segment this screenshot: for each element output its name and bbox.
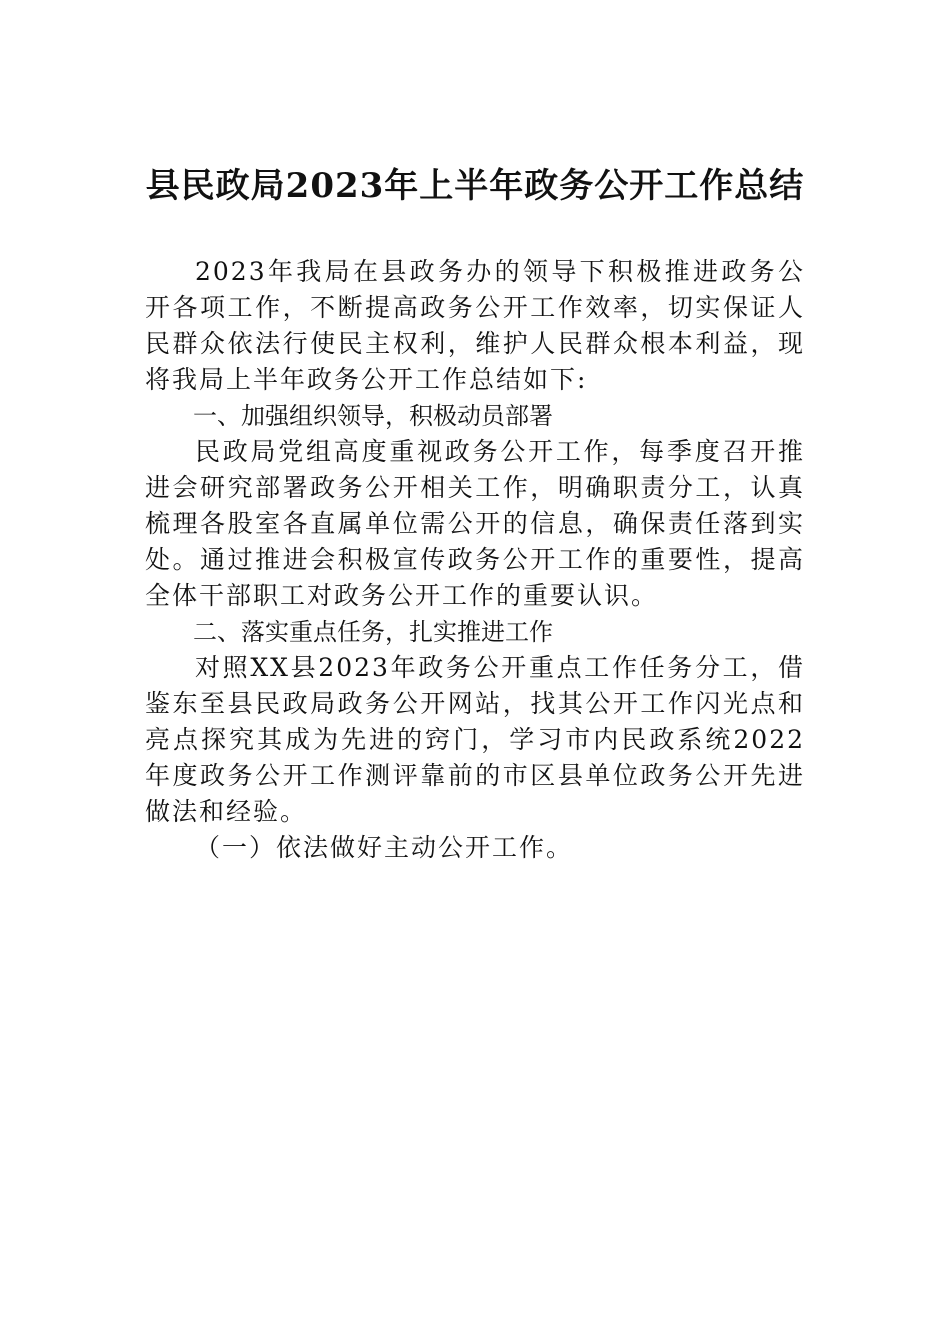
section-1-heading: 一、加强组织领导，积极动员部署: [193, 402, 553, 430]
section-2-subheading: （一）依法做好主动公开工作。: [195, 833, 574, 862]
section-1-paragraph: 民政局党组高度重视政务公开工作，每季度召开推进会研究部署政务公开相关工作，明确职责分工，认真梳理各股室各直属单位需公开的信息，确保责任落到实处。通过推进会积极宣传政务公开工作的重要性，提高全体干部职工对政务公开工作的重要认识。: [145, 437, 805, 610]
intro-paragraph: 2023年我局在县政务办的领导下积极推进政务公开各项工作，不断提高政务公开工作效率，切实保证人民群众依法行使民主权利，维护人民群众根本利益，现将我局上半年政务公开工作总结如下:: [145, 257, 805, 394]
section-2-paragraph: 对照XX县2023年政务公开重点工作任务分工，借鉴东至县民政局政务公开网站，找其公开工作闪光点和亮点探究其成为先进的窍门，学习市内民政系统2022年度政务公开工作测评靠前的市区县单位政务公开先进做法和经验。: [145, 653, 805, 826]
document-title: 县民政局2023年上半年政务公开工作总结: [145, 166, 805, 206]
document-body: [145, 254, 805, 866]
section-2-heading: 二、落实重点任务，扎实推进工作: [193, 618, 553, 646]
